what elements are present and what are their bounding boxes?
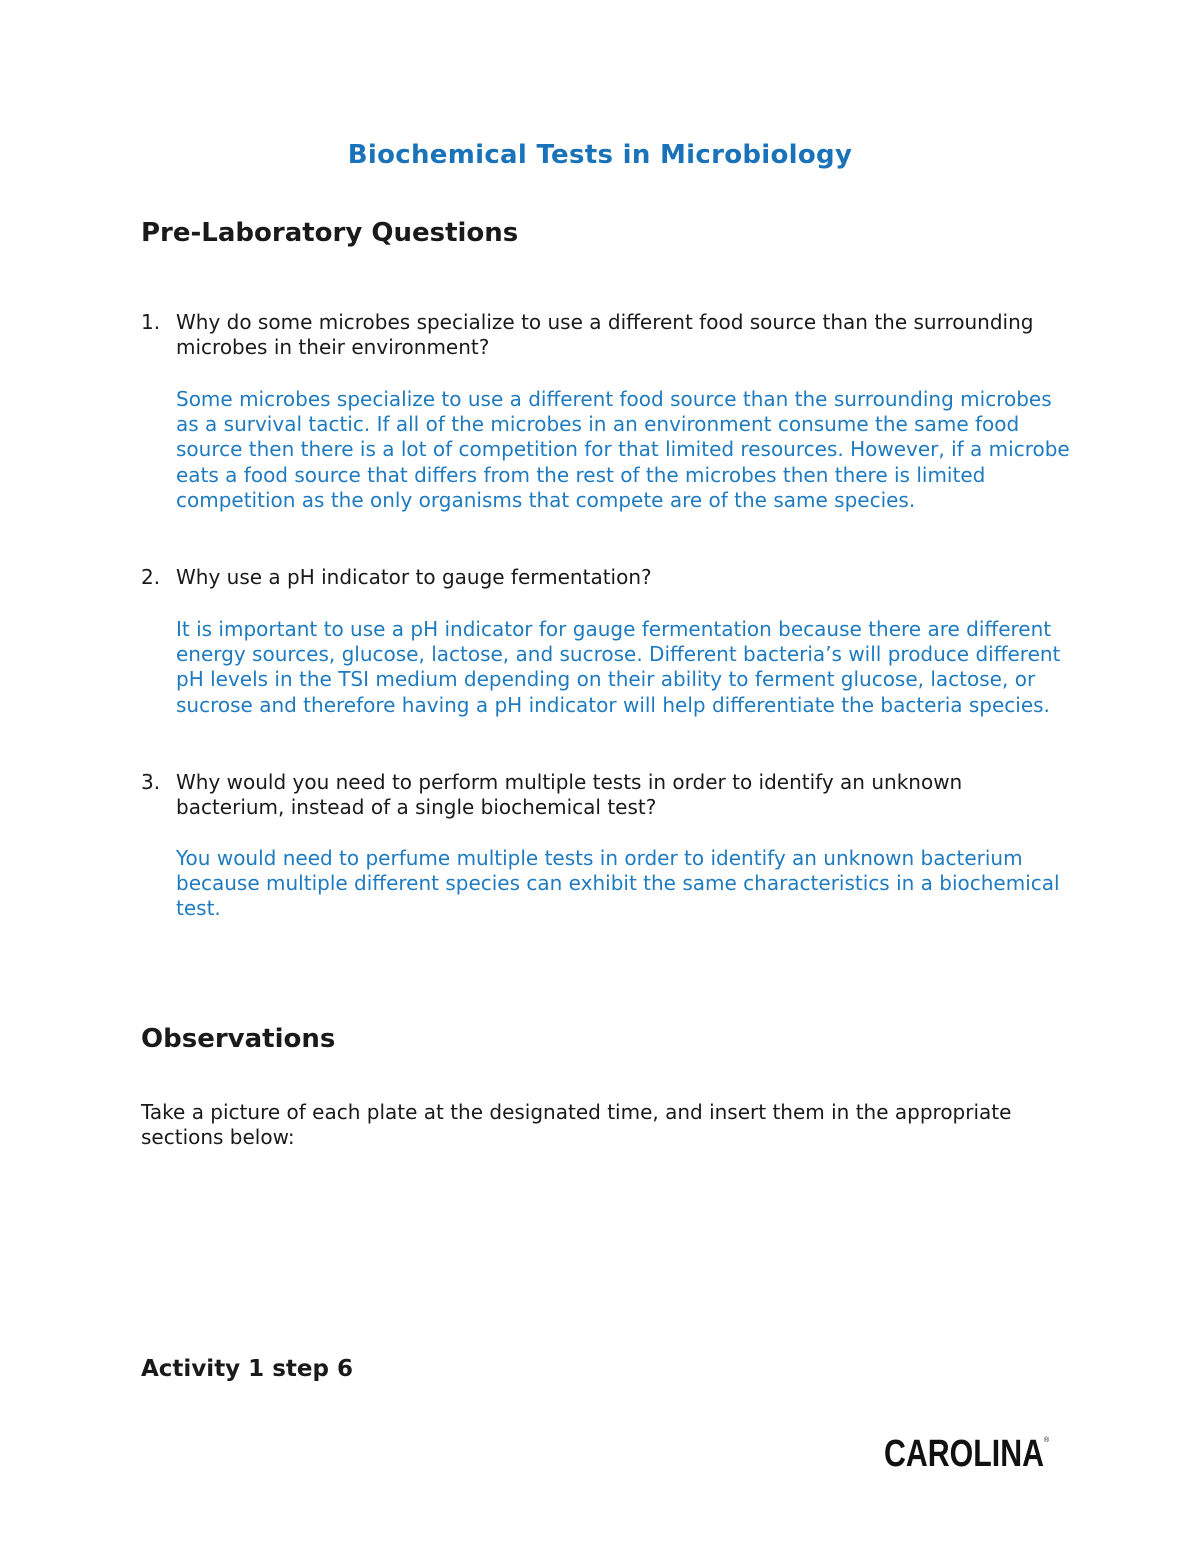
question-number: 2. — [141, 565, 161, 589]
carolina-logo — [884, 1430, 1054, 1474]
activity-heading: Activity 1 step 6 — [141, 1356, 353, 1382]
observations-heading: Observations — [141, 1024, 336, 1054]
logo-text: CAROLINA — [884, 1433, 1044, 1474]
answer-3: You would need to perfume multiple tests in order to identify an unknown bacterium because multiple different species can exhibit the same characteristics in a biochemical test. — [176, 846, 1060, 921]
question-text: Why do some microbes specialize to use a different food source than the surrounding microbes in their environment? — [176, 310, 1034, 359]
page-title: Biochemical Tests in Microbiology — [347, 140, 853, 170]
question-text: Why use a pH indicator to gauge fermentation? — [176, 565, 652, 589]
question-2 — [141, 565, 1071, 590]
observations-instructions: Take a picture of each plate at the designated time, and insert them in the appropriate sections below: — [141, 1100, 1012, 1149]
question-text: Why would you need to perform multiple tests in order to identify an unknown bacterium, instead of a single biochemical test? — [176, 770, 963, 819]
question-number: 1. — [141, 310, 161, 334]
answer-1: Some microbes specialize to use a different food source than the surrounding microbes as a survival tactic. If all of the microbes in an environment consume the same food source then there is a lot of competition for that limited resources. However, if a microbe eats a food source that differs from the rest of the microbes then there is limited competition as the only organisms that compete are of the same species. — [176, 387, 1070, 512]
question-1 — [141, 310, 1071, 360]
answer-2: It is important to use a pH indicator for gauge fermentation because there are different energy sources, glucose, lactose, and sucrose. Different bacteria’s will produce different pH levels in the TSI medium depending on their ability to ferment glucose, lactose, or sucrose and therefore having a pH indicator will help differentiate the bacteria species. — [176, 617, 1061, 717]
pre-lab-heading: Pre-Laboratory Questions — [141, 218, 519, 248]
question-3 — [141, 770, 1071, 820]
question-number: 3. — [141, 770, 161, 794]
registered-mark-icon: ® — [1044, 1437, 1050, 1444]
